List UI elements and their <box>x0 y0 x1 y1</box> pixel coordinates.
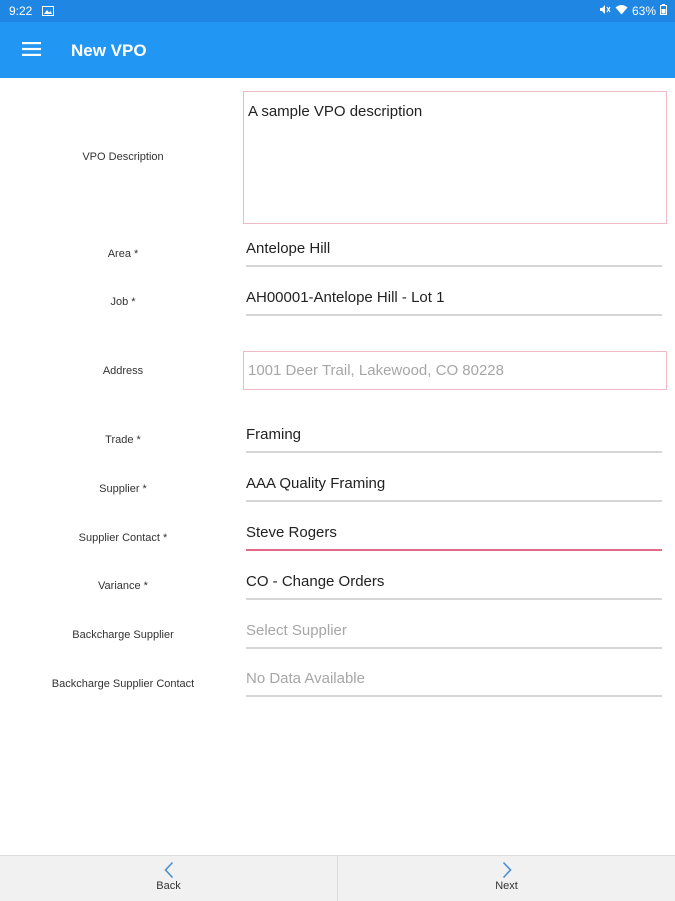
supplier-contact-label: Supplier Contact * <box>78 532 168 544</box>
next-label: Next <box>495 880 518 892</box>
backcharge-supplier-contact-label: Backcharge Supplier Contact <box>51 678 195 690</box>
next-button[interactable] <box>338 856 675 901</box>
chevron-right-icon <box>501 861 513 879</box>
mute-icon <box>599 4 611 18</box>
backcharge-supplier-label: Backcharge Supplier <box>72 629 174 641</box>
address-field[interactable]: 1001 Deer Trail, Lakewood, CO 80228 <box>243 351 667 390</box>
back-label: Back <box>156 880 181 892</box>
job-field[interactable]: AH00001-Antelope Hill - Lot 1 <box>246 289 662 316</box>
supplier-contact-field[interactable]: Steve Rogers <box>246 524 662 551</box>
hamburger-menu-icon[interactable] <box>22 42 42 61</box>
variance-label: Variance * <box>98 580 148 592</box>
job-label: Job * <box>110 296 136 308</box>
trade-label: Trade * <box>105 434 141 446</box>
vpo-description-label: VPO Description <box>82 151 164 163</box>
vpo-description-textarea[interactable]: A sample VPO description <box>243 91 667 224</box>
wifi-icon <box>615 4 628 18</box>
status-icons <box>599 4 667 18</box>
back-button[interactable] <box>0 856 338 901</box>
footer-nav <box>0 855 675 901</box>
area-field[interactable]: Antelope Hill <box>246 240 662 267</box>
chevron-left-icon <box>163 861 175 879</box>
supplier-field[interactable]: AAA Quality Framing <box>246 475 662 502</box>
backcharge-supplier-contact-field[interactable]: No Data Available <box>246 670 662 697</box>
app-bar <box>0 22 675 78</box>
backcharge-supplier-field[interactable]: Select Supplier <box>246 622 662 649</box>
status-time: 9:22 <box>9 4 33 18</box>
image-icon <box>42 5 54 19</box>
area-label: Area * <box>107 248 139 260</box>
page-title: New VPO <box>71 41 147 60</box>
supplier-label: Supplier * <box>99 483 147 495</box>
trade-field[interactable]: Framing <box>246 426 662 453</box>
battery-percent: 63% <box>631 4 656 18</box>
variance-field[interactable]: CO - Change Orders <box>246 573 662 600</box>
address-label: Address <box>102 365 144 377</box>
status-bar <box>0 0 675 22</box>
battery-icon <box>660 4 667 18</box>
